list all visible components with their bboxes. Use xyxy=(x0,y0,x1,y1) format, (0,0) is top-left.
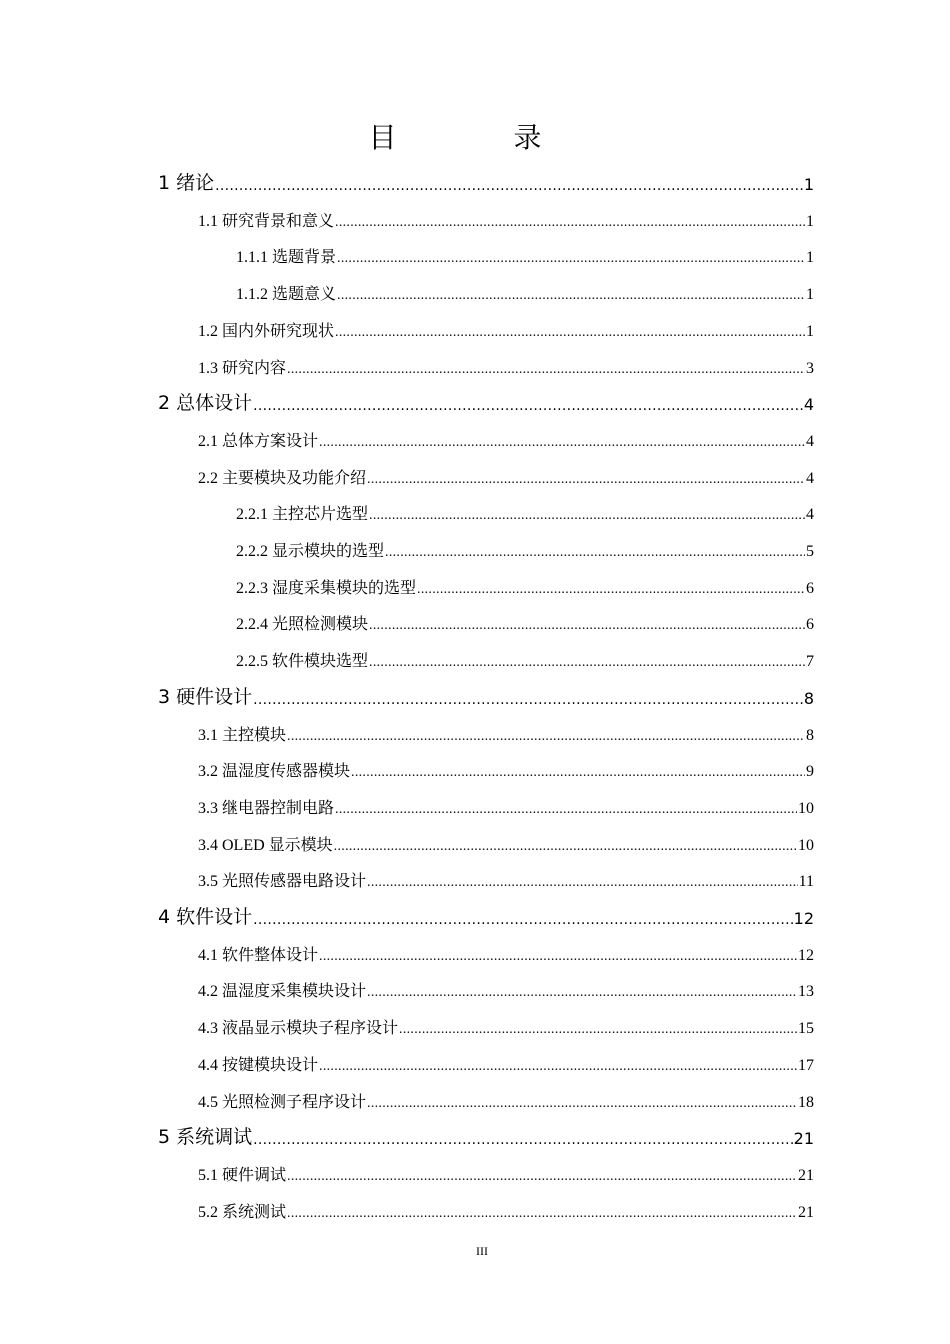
dot-leader xyxy=(367,1092,797,1114)
toc-entry-page-number: 12 xyxy=(798,946,814,964)
toc-entry-page-number: 21 xyxy=(793,1129,814,1149)
toc-entry-page-number: 3 xyxy=(806,359,814,377)
dot-leader xyxy=(399,1018,797,1040)
toc-entry[interactable] xyxy=(198,427,814,453)
toc-entry-label: 1 绪论 xyxy=(158,172,215,194)
dot-leader xyxy=(351,761,805,783)
toc-entry-page-number: 1 xyxy=(803,175,814,194)
toc-entry-page-number: 1 xyxy=(806,212,814,230)
dot-leader xyxy=(287,358,805,380)
toc-entry-page-number: 1 xyxy=(806,286,814,304)
dot-leader xyxy=(319,431,805,453)
toc-entry-label: 3.5 光照传感器电路设计 xyxy=(198,873,367,891)
toc-entry-label: 1.3 研究内容 xyxy=(198,359,287,377)
toc-entry-label: 2.2.2 显示模块的选型 xyxy=(236,543,385,560)
toc-entry-page-number: 18 xyxy=(798,1093,814,1111)
dot-leader xyxy=(337,284,805,306)
toc-entry[interactable] xyxy=(198,1161,814,1187)
dot-leader xyxy=(417,578,805,600)
toc-entry-page-number: 4 xyxy=(806,432,814,450)
toc-entry-label: 4.2 温湿度采集模块设计 xyxy=(198,983,367,1001)
toc-entry-label: 5.1 硬件调试 xyxy=(198,1166,287,1184)
toc-entry-label: 4.1 软件整体设计 xyxy=(198,946,319,964)
toc-entry-page-number: 1 xyxy=(806,249,814,267)
toc-entry-page-number: 6 xyxy=(806,616,814,634)
toc-entry[interactable] xyxy=(236,500,814,526)
toc-entry-page-number: 12 xyxy=(793,909,814,928)
dot-leader xyxy=(367,871,798,893)
toc-entry[interactable] xyxy=(236,647,814,673)
toc-entry[interactable] xyxy=(198,794,814,820)
toc-entry-page-number: 11 xyxy=(798,873,814,891)
dot-leader xyxy=(287,725,805,747)
toc-entry[interactable] xyxy=(198,941,814,967)
toc-entry-label: 4 软件设计 xyxy=(158,906,253,928)
toc-entry[interactable] xyxy=(198,757,814,783)
toc-entry-label: 2.2 主要模块及功能介绍 xyxy=(198,469,367,487)
dot-leader xyxy=(319,1055,797,1077)
toc-entry-label: 3 硬件设计 xyxy=(158,685,253,708)
toc-entry-page-number: 8 xyxy=(803,688,814,708)
toc-entry[interactable] xyxy=(236,537,814,563)
toc-entry-label: 2.2.4 光照检测模块 xyxy=(236,616,369,634)
toc-entry-label: 2.1 总体方案设计 xyxy=(198,432,319,450)
toc-entry-label: 2.2.1 主控芯片选型 xyxy=(236,506,369,524)
toc-entry-page-number: 8 xyxy=(806,726,814,744)
toc-entry-label: 2.2.5 软件模块选型 xyxy=(236,653,369,671)
page-title: 目 录 xyxy=(368,121,596,154)
dot-leader xyxy=(253,688,803,710)
toc-entry-page-number: 13 xyxy=(798,983,814,1001)
toc-entry-label: 1.2 国内外研究现状 xyxy=(198,322,335,340)
toc-entry[interactable] xyxy=(198,464,814,490)
dot-leader xyxy=(335,798,797,820)
dot-leader xyxy=(215,174,803,196)
toc-entry-page-number: 9 xyxy=(806,763,814,781)
dot-leader xyxy=(385,541,805,563)
toc-entry-label: 3.4 OLED 显示模块 xyxy=(198,836,333,854)
dot-leader xyxy=(367,981,797,1003)
toc-entry-label: 3.2 温湿度传感器模块 xyxy=(198,763,351,781)
toc-entry[interactable] xyxy=(198,1198,814,1224)
toc-entry-page-number: 10 xyxy=(798,836,814,854)
toc-entry[interactable] xyxy=(158,390,814,416)
toc-entry[interactable] xyxy=(198,317,814,343)
toc-entry[interactable] xyxy=(236,610,814,636)
dot-leader xyxy=(334,835,797,857)
toc-entry-page-number: 21 xyxy=(798,1166,814,1184)
toc-entry[interactable] xyxy=(236,243,814,269)
toc-entry-label: 1.1.1 选题背景 xyxy=(236,249,337,267)
toc-entry[interactable] xyxy=(198,977,814,1003)
toc-entry[interactable] xyxy=(236,574,814,600)
dot-leader xyxy=(287,1202,797,1224)
dot-leader xyxy=(367,468,805,490)
dot-leader xyxy=(253,1128,793,1150)
toc-entry[interactable] xyxy=(236,280,814,306)
toc-entry[interactable] xyxy=(158,1124,814,1150)
toc-entry-page-number: 5 xyxy=(806,543,814,560)
dot-leader xyxy=(319,945,797,967)
toc-entry-label: 3.1 主控模块 xyxy=(198,726,287,744)
dot-leader xyxy=(337,247,805,269)
dot-leader xyxy=(335,321,805,343)
toc-entry-page-number: 1 xyxy=(806,322,814,340)
dot-leader xyxy=(253,394,803,416)
toc-entry[interactable] xyxy=(198,207,814,233)
dot-leader xyxy=(369,651,805,673)
toc-entry-page-number: 4 xyxy=(806,506,814,524)
toc-entry[interactable] xyxy=(198,1014,814,1040)
dot-leader xyxy=(369,504,805,526)
toc-entry[interactable] xyxy=(158,904,814,930)
dot-leader xyxy=(335,211,805,233)
toc-entry-page-number: 4 xyxy=(806,469,814,487)
toc-entry-label: 4.3 液晶显示模块子程序设计 xyxy=(198,1020,399,1038)
page-number-footer: III xyxy=(476,1244,488,1258)
toc-entry-page-number: 17 xyxy=(798,1056,814,1074)
toc-entry[interactable] xyxy=(198,867,814,893)
toc-entry-label: 1.1.2 选题意义 xyxy=(236,286,337,304)
dot-leader xyxy=(287,1165,797,1187)
toc-entry[interactable] xyxy=(158,170,814,196)
toc-entry-label: 4.5 光照检测子程序设计 xyxy=(198,1093,367,1111)
toc-entry[interactable] xyxy=(198,1051,814,1077)
toc-entry-label: 5 系统调试 xyxy=(158,1126,253,1149)
toc-entry-page-number: 10 xyxy=(798,799,814,817)
toc-entry-label: 1.1 研究背景和意义 xyxy=(198,212,335,230)
toc-entry-label: 4.4 按键模块设计 xyxy=(198,1056,319,1074)
toc-entry-page-number: 15 xyxy=(798,1020,814,1038)
toc-entry-label: 2.2.3 湿度采集模块的选型 xyxy=(236,579,417,597)
toc-entry-page-number: 21 xyxy=(798,1203,814,1221)
toc-entry[interactable] xyxy=(198,831,814,857)
toc-entry-page-number: 6 xyxy=(806,579,814,597)
toc-entry[interactable] xyxy=(198,354,814,380)
toc-entry-label: 3.3 继电器控制电路 xyxy=(198,799,335,817)
dot-leader xyxy=(369,614,805,636)
toc-entry[interactable] xyxy=(198,721,814,747)
toc-entry-label: 5.2 系统测试 xyxy=(198,1203,287,1221)
toc-entry-label: 2 总体设计 xyxy=(158,392,253,415)
toc-entry[interactable] xyxy=(158,684,814,710)
dot-leader xyxy=(253,908,793,930)
toc-entry[interactable] xyxy=(198,1088,814,1114)
toc-entry-page-number: 4 xyxy=(803,395,814,415)
toc-entry-page-number: 7 xyxy=(806,653,814,671)
